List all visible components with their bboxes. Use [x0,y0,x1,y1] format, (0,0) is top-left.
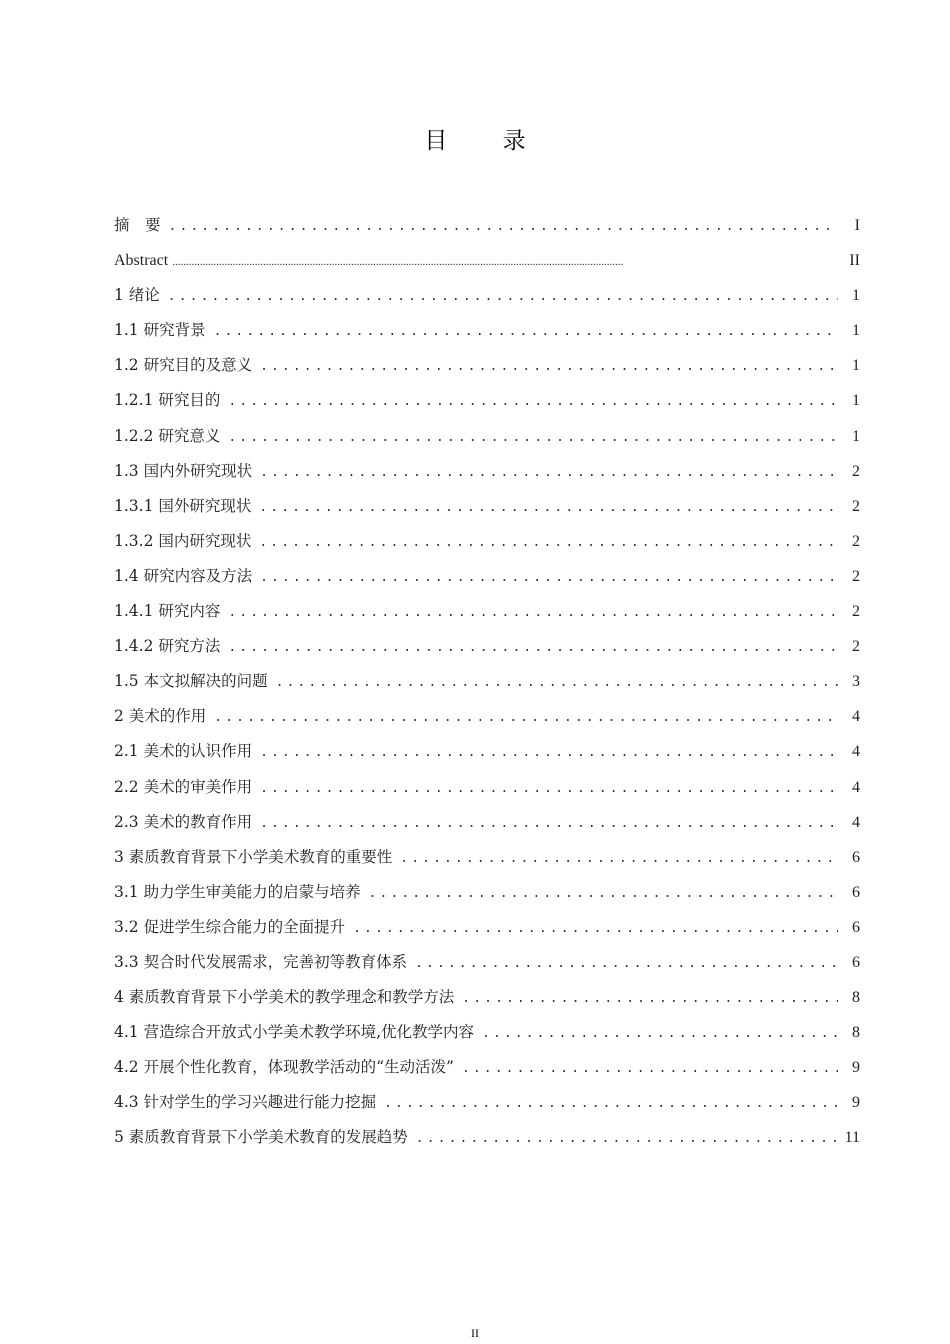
toc-entry-abstract-zh[interactable] [114,208,860,243]
toc-entry-page: 6 [852,848,860,866]
toc-entry[interactable] [114,594,860,629]
toc-entry[interactable] [114,910,860,945]
toc-leader-dots [462,1051,838,1086]
toc-entry-label: 1.5 本文拟解决的问题 [114,672,268,691]
toc-entry-page: II [849,252,860,270]
toc-entry-abstract-en[interactable] [114,243,860,278]
toc-entry[interactable] [114,840,860,875]
toc-entry-page: 3 [852,673,860,691]
table-of-contents [114,208,860,1156]
toc-entry-label: 1.2 研究目的及意义 [114,356,253,375]
toc-entry[interactable] [114,734,860,769]
toc-entry[interactable] [114,313,860,348]
toc-leader-dots [276,665,838,700]
toc-entry-label: 1 绪论 [114,286,160,305]
toc-entry-label: 2 美术的作用 [114,707,207,726]
toc-entry-label: 2.2 美术的审美作用 [114,777,253,796]
toc-entry-page: 2 [852,462,860,480]
toc-entry[interactable] [114,1085,860,1120]
toc-leader-dots [259,490,838,525]
toc-entry-label: 4.1 营造综合开放式小学美术教学环境,优化教学内容 [114,1023,475,1042]
toc-entry[interactable] [114,419,860,454]
toc-leader-dots [369,876,838,911]
toc-entry-page: 1 [852,392,860,410]
toc-leader-dots [400,841,838,876]
toc-leader-dots [259,525,838,560]
page-title: 目 录 [424,128,550,154]
toc-leader-dots [482,1016,838,1051]
toc-entry-label: 2.1 美术的认识作用 [114,742,253,761]
toc-leader-dots [169,209,838,244]
toc-leader-dots [260,455,838,490]
toc-entry-label: 4.3 针对学生的学习兴趣进行能力挖掘 [114,1093,377,1112]
toc-entry-page: 8 [852,1024,860,1042]
toc-entry[interactable] [114,1120,860,1155]
toc-leader-dots [260,806,838,841]
toc-leader-dots [260,771,838,806]
toc-entry[interactable] [114,770,860,805]
toc-entry[interactable] [114,805,860,840]
toc-entry-page: 8 [852,989,860,1007]
toc-leader-dots [462,981,838,1016]
toc-entry-page: 6 [852,883,860,901]
toc-entry[interactable] [114,559,860,594]
toc-entry-page: 6 [852,953,860,971]
toc-entry-label: 1.3.1 国外研究现状 [114,496,252,515]
toc-entry[interactable] [114,489,860,524]
toc-entry-label: 3.2 促进学生综合能力的全面提升 [114,917,346,936]
toc-entry-label: 摘 要 [114,216,161,234]
toc-leader-dots [260,735,838,770]
toc-entry-page: 4 [852,813,860,831]
toc-leader-dots [260,560,838,595]
toc-leader-dots [168,279,838,314]
toc-leader-dots [384,1086,838,1121]
toc-entry-page: I [854,217,860,234]
toc-entry-label: 1.4.1 研究内容 [114,602,221,621]
toc-leader-dots [172,245,834,280]
toc-leader-dots [228,384,838,419]
toc-entry-label: 1.4.2 研究方法 [114,637,221,656]
toc-leader-dots [228,420,838,455]
toc-entry-label: 3.3 契合时代发展需求，完善初等教育体系 [114,952,408,971]
toc-entry[interactable] [114,629,860,664]
toc-entry-label: 5 素质教育背景下小学美术教育的发展趋势 [114,1128,408,1147]
toc-entry-page: 9 [852,1059,860,1077]
toc-entry[interactable] [114,454,860,489]
toc-entry[interactable] [114,524,860,559]
toc-entry[interactable] [114,278,860,313]
toc-entry[interactable] [114,945,860,980]
toc-entry-page: 2 [852,638,860,656]
toc-entry[interactable] [114,1015,860,1050]
toc-entry-label: 3.1 助力学生审美能力的启蒙与培养 [114,882,361,901]
toc-entry-page: 4 [852,778,860,796]
toc-leader-dots [260,349,838,384]
toc-entry-label: 4.2 开展个性化教育，体现教学活动的“生动活泼” [114,1058,454,1077]
toc-entry[interactable] [114,383,860,418]
toc-entry-page: 6 [852,918,860,936]
toc-leader-dots [228,630,838,665]
toc-entry-label: 2.3 美术的教育作用 [114,812,253,831]
toc-entry[interactable] [114,348,860,383]
toc-entry-page: 9 [852,1094,860,1112]
toc-entry-page: 2 [852,497,860,515]
toc-entry-page: 11 [844,1129,860,1147]
toc-entry-page: 1 [852,357,860,375]
toc-entry-label: 1.3 国内外研究现状 [114,461,253,480]
toc-entry-page: 4 [852,743,860,761]
toc-entry[interactable] [114,699,860,734]
toc-leader-dots [415,946,838,981]
toc-entry-page: 2 [852,603,860,621]
toc-entry-page: 2 [852,532,860,550]
footer-page-number: II [471,1326,479,1340]
toc-entry-page: 4 [852,708,860,726]
toc-entry-label: 1.2.1 研究目的 [114,391,221,410]
toc-entry[interactable] [114,1050,860,1085]
toc-entry-page: 1 [852,287,860,305]
toc-entry-page: 1 [852,427,860,445]
toc-entry-label: 4 素质教育背景下小学美术的教学理念和教学方法 [114,988,455,1007]
toc-entry[interactable] [114,980,860,1015]
toc-leader-dots [416,1121,838,1156]
toc-entry-label: 1.1 研究背景 [114,321,206,340]
toc-leader-dots [353,911,838,946]
toc-entry[interactable] [114,875,860,910]
toc-entry-page: 1 [852,322,860,340]
toc-entry-label: Abstract [114,252,169,270]
toc-leader-dots [214,314,838,349]
toc-entry-label: 1.3.2 国内研究现状 [114,531,252,550]
toc-entry-page: 2 [852,567,860,585]
toc-entry-label: 1.4 研究内容及方法 [114,566,253,585]
toc-entry-label: 1.2.2 研究意义 [114,426,221,445]
toc-leader-dots [214,700,838,735]
toc-entry-label: 3 素质教育背景下小学美术教育的重要性 [114,847,393,866]
toc-entry[interactable] [114,664,860,699]
toc-leader-dots [228,595,838,630]
